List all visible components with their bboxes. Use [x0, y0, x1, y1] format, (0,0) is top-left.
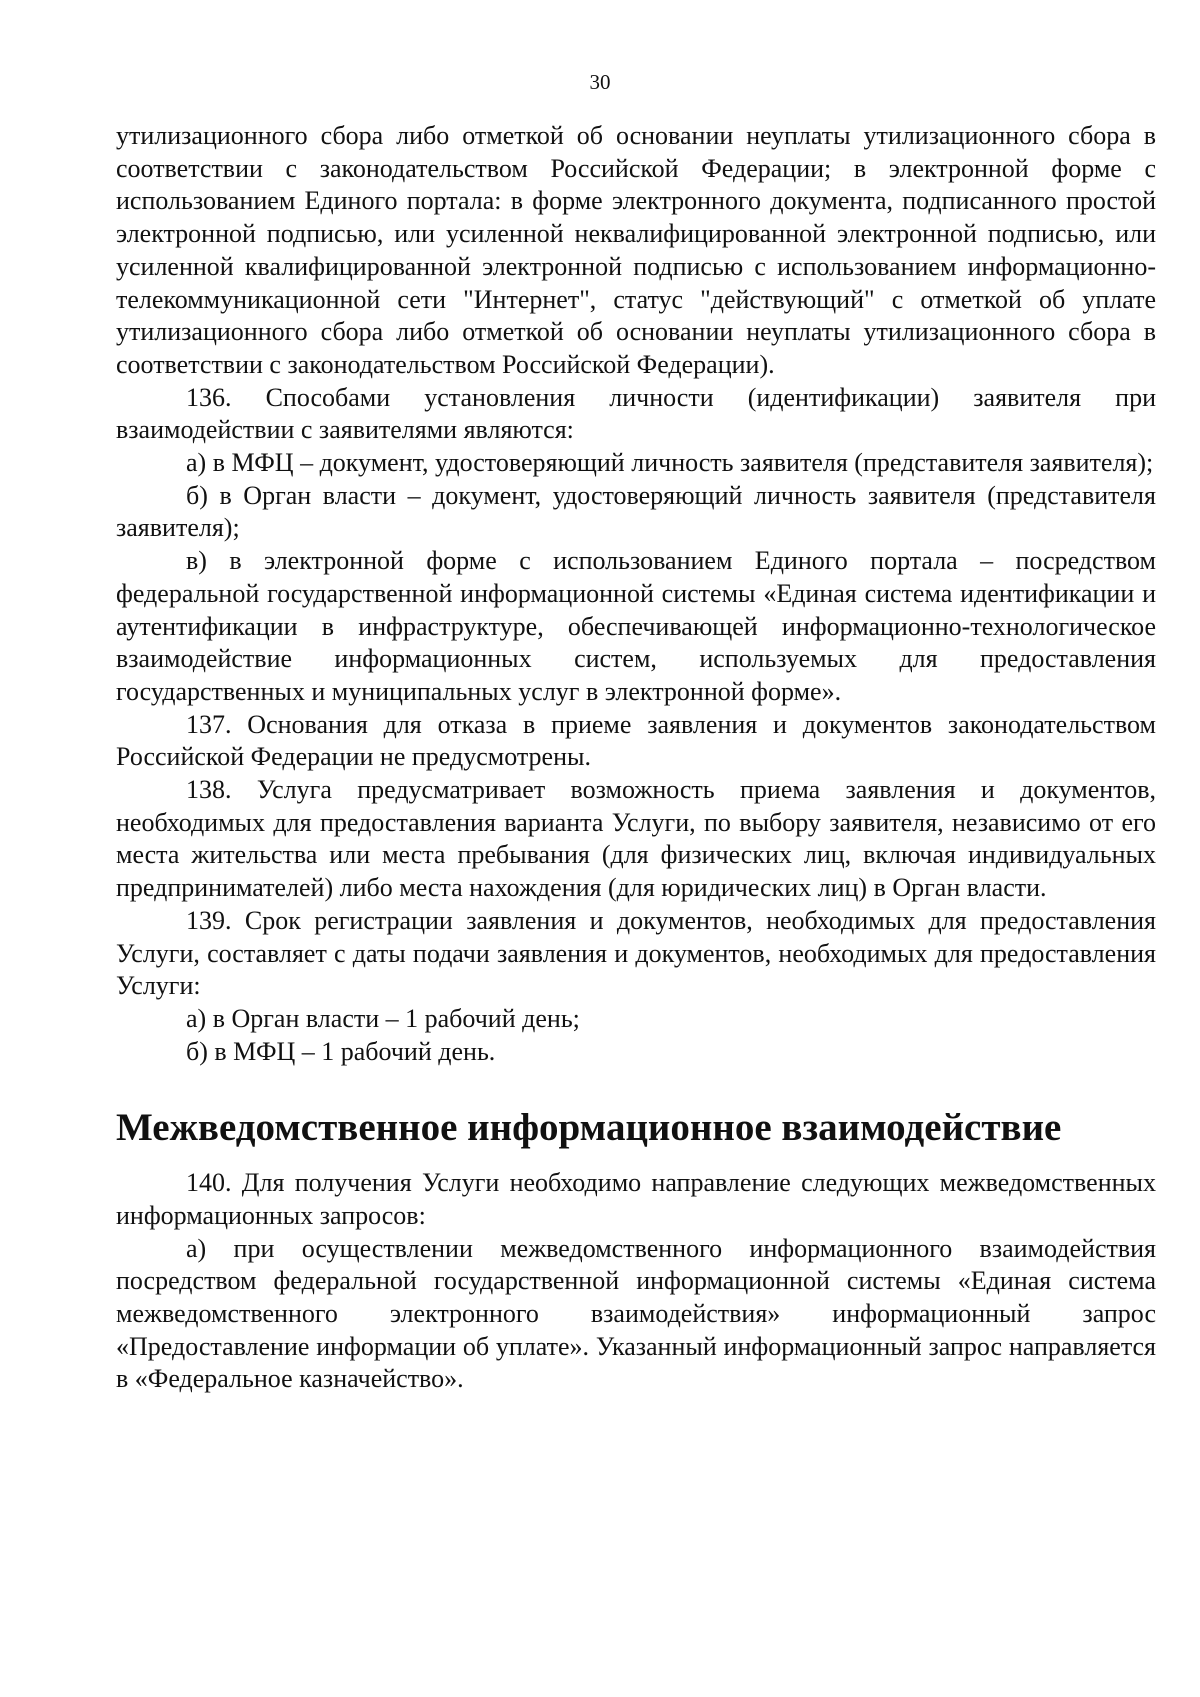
document-body: [116, 120, 1156, 1396]
paragraph-137: 137. Основания для отказа в приеме заявления и документов законодательством Российской Федерации не предусмотрены.: [116, 709, 1156, 772]
paragraph-136-v: в) в электронной форме с использованием Единого портала – посредством федеральной государственной информационной системы «Единая система идентификации и аутентификации в инфраструктуре, обеспечивающей информационно-технологическое взаимодействие информационных систем, используемых для предоставления государственных и муниципальных услуг в электронной форме».: [116, 546, 1156, 706]
paragraph-140: 140. Для получения Услуги необходимо направление следующих межведомственных информационных запросов:: [116, 1168, 1156, 1230]
paragraph-136-b: б) в Орган власти – документ, удостоверяющий личность заявителя (представителя заявителя);: [116, 480, 1156, 543]
paragraph-continuation: утилизационного сбора либо отметкой об основании неуплаты утилизационного сбора в соответствии с законодательством Российской Федерации; в электронной форме с использованием Единого портала: в форме электронного документа, подписанного простой электронной подписью, или усиленной неквалифицированной электронной подписью, или усиленной квалифицированной электронной подписью с использованием информационно-телекоммуникационной сети "Интернет", статус "действующий" с отметкой об уплате утилизационного сбора либо отметкой об основании неуплаты утилизационного сбора в соответствии с законодательством Российской Федерации).: [116, 121, 1156, 379]
paragraph-139-a: а) в Орган власти – 1 рабочий день;: [186, 1003, 580, 1033]
paragraph-138: 138. Услуга предусматривает возможность приема заявления и документов, необходимых для предоставления варианта Услуги, по выбору заявителя, независимо от его места жительства или места пребывания (для физических лиц, включая индивидуальных предпринимателей) либо места нахождения (для юридических лиц) в Орган власти.: [116, 775, 1156, 903]
page-number: 30: [589, 70, 611, 94]
paragraph-139: 139. Срок регистрации заявления и документов, необходимых для предоставления Услуги, составляет с даты подачи заявления и документов, необходимых для предоставления Услуги:: [116, 905, 1156, 1001]
paragraph-136-a: а) в МФЦ – документ, удостоверяющий личность заявителя (представителя заявителя);: [186, 448, 1154, 478]
paragraph-140-a: а) при осуществлении межведомственного информационного взаимодействия посредством федеральной государственной информационной системы «Единая система межведомственного электронного взаимодействия» информационный запрос «Предоставление информации об уплате». Указанный информационный запрос направляется в «Федеральное казначейство».: [116, 1233, 1156, 1394]
paragraph-136: 136. Способами установления личности (идентификации) заявителя при взаимодействии с заявителями являются:: [116, 382, 1156, 445]
section-heading: Межведомственное информационное взаимодействие: [116, 1106, 1062, 1150]
paragraph-139-b: б) в МФЦ – 1 рабочий день.: [186, 1036, 496, 1066]
